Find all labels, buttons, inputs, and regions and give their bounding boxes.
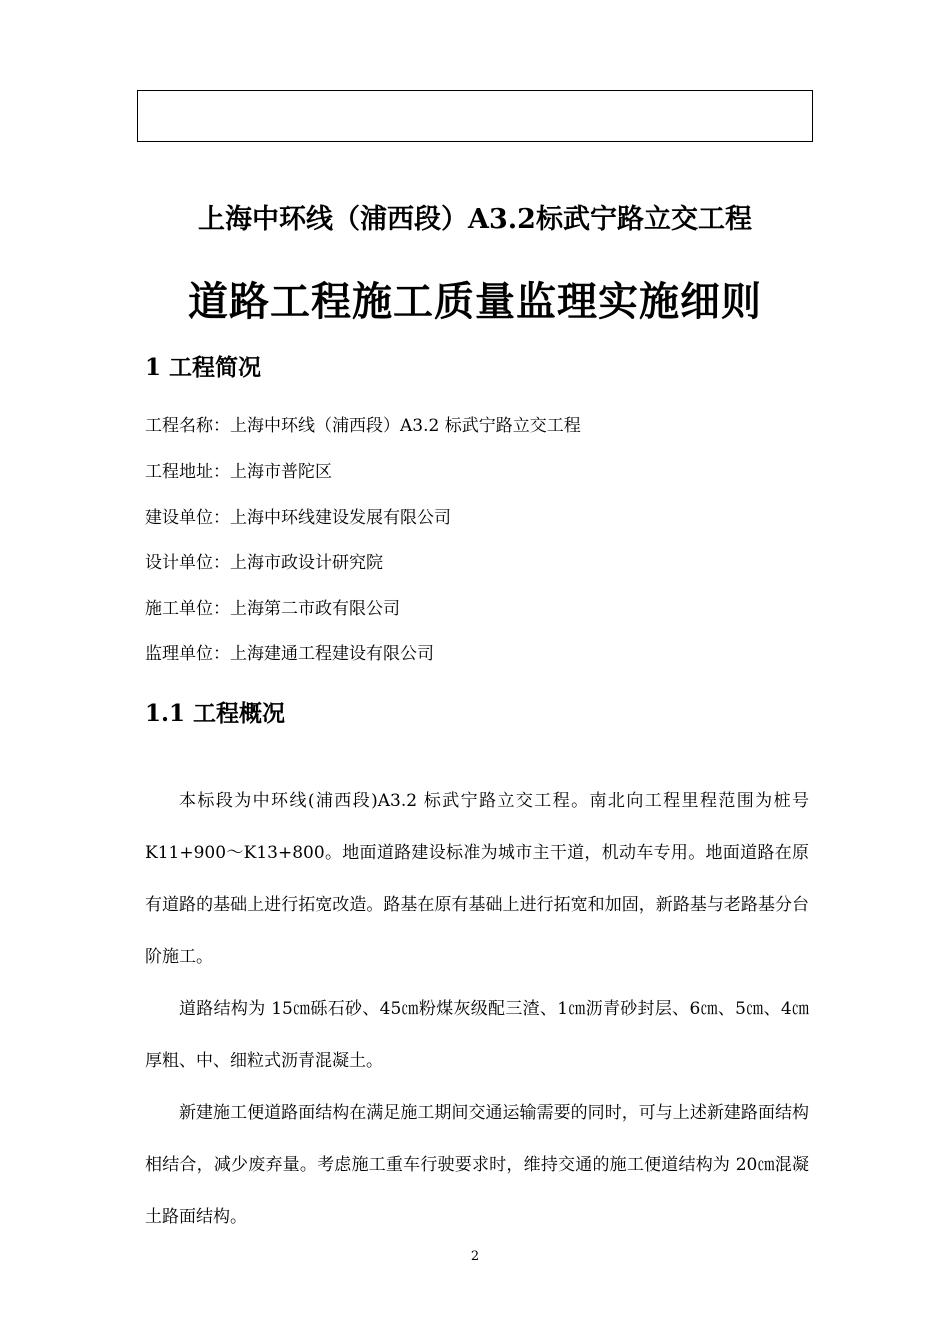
info-designer: 设计单位：上海市政设计研究院 xyxy=(145,553,383,573)
header-box xyxy=(137,90,813,142)
section-heading-1-1: 1.1 工程概况 xyxy=(145,700,286,727)
paragraph-road-structure: 道路结构为 15㎝砾石砂、45㎝粉煤灰级配三渣、1㎝沥青砂封层、6㎝、5㎝、4㎝厚粗、中、细粒式沥青混凝土。 xyxy=(145,999,809,1071)
info-project-name: 工程名称：上海中环线（浦西段）A3.2 标武宁路立交工程 xyxy=(145,416,581,436)
info-supervisor: 监理单位：上海建通工程建设有限公司 xyxy=(145,644,434,664)
info-contractor: 施工单位：上海第二市政有限公司 xyxy=(145,599,400,619)
info-owner: 建设单位：上海中环线建设发展有限公司 xyxy=(145,508,451,528)
document-subtitle: 上海中环线（浦西段）A3.2标武宁路立交工程 xyxy=(198,204,752,235)
paragraph-temporary-road: 新建施工便道路面结构在满足施工期间交通运输需要的同时，可与上述新建路面结构相结合，减少废弃量。考虑施工重车行驶要求时，维持交通的施工便道结构为 20㎝混凝土路面结构。 xyxy=(145,1103,809,1227)
paragraph-overview: 本标段为中环线(浦西段)A3.2 标武宁路立交工程。南北向工程里程范围为桩号 K11+900～K13+800。地面道路建设标准为城市主干道，机动车专用。地面道路在原有道路的基础上进行拓宽改造。路基在原有基础上进行拓宽和加固，新路基与老路基分台阶施工。 xyxy=(145,791,809,967)
section-heading-1: 1 工程简况 xyxy=(145,354,262,381)
info-project-address: 工程地址：上海市普陀区 xyxy=(145,462,332,482)
document-title: 道路工程施工质量监理实施细则 xyxy=(188,278,762,325)
page-number: 2 xyxy=(470,1249,480,1264)
